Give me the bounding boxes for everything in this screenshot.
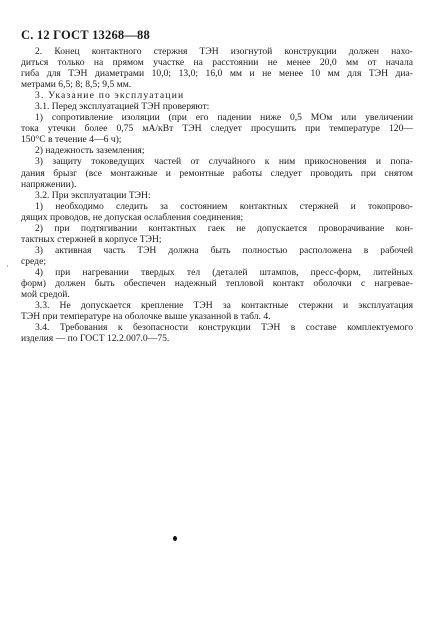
text-line: изделия — по ГОСТ 12.2.007.0—75. [21,333,170,345]
text-line: напряжении). [21,178,77,190]
text-line: тактных стержней в корпусе ТЭН; [21,233,162,245]
text-line: 2. Конец контактного стержня ТЭН изогнутой конструкции должен нахо- [35,46,413,57]
text-line: 3.3. Не допускается крепление ТЭН за контактные стержни и эксплуатация [35,300,413,312]
text-line: гиба для ТЭН диаметрами 10,0; 13,0; 16,0 мм и не менее 10 мм для ТЭН диа- [21,68,413,80]
text-line: 2) при подтягивании контактных гаек не допускается проворачивание кон- [35,222,413,234]
text-line: метрами 6,5; 8; 8,5; 9,5 мм. [21,79,132,91]
text-line: дания брызг (все монтажные и ремонтные работы следует проводить при снятом [21,167,413,179]
text-line: ТЭН при температуре на оболочке выше указанной в табл. 4. [21,311,271,323]
text-line: форм) должен быть обеспечен надежный тепловой контакт оболочки с нагревае- [21,277,413,289]
text-line: дящих проводов, не допуская ослабления соединения; [21,211,244,223]
text-line: 3.1. Перед эксплуатацией ТЭН проверяют: [35,101,210,113]
text-line: тока утечки более 0,75 мА/кВт ТЭН следует просушить при температуре 120— [21,123,413,135]
text-line: 1) сопротивление изоляции (при его падении ниже 0,5 МОм или увеличении [35,112,413,124]
text-line: среде; [21,255,46,267]
text-line: 3.2. При эксплуатации ТЭН: [35,189,151,201]
text-line: 3.4. Требования к безопасности конструкции ТЭН в составе комплектуемого [35,322,413,334]
page-header: С. 12 ГОСТ 13268—88 [21,28,150,42]
text-line: 4) при нагревании твердых тел (деталей штампов, пресс-форм, литейных [35,266,413,278]
text-line: мой средой. [21,289,70,301]
text-line: 150°С в течение 4—6 ч); [21,134,122,146]
text-line: 3) активная часть ТЭН должна быть полностью расположена в рабочей [35,244,413,256]
section-heading: 3. Указание по эксплуатации [35,90,185,102]
text-line: 2) надежность заземления; [35,145,145,157]
page-dot [173,536,177,541]
margin-mark: ʿ [6,264,9,274]
text-line: 1) необходимо следить за состоянием контактных стержней и токопрово- [35,200,413,212]
text-line: диться только на прямом участке на расстоянии не менее 20,0 мм от начала [21,57,413,69]
document-body [21,46,413,344]
text-line: 3) защиту токоведущих частей от случайного к ним прикосновения и попа- [35,156,413,168]
